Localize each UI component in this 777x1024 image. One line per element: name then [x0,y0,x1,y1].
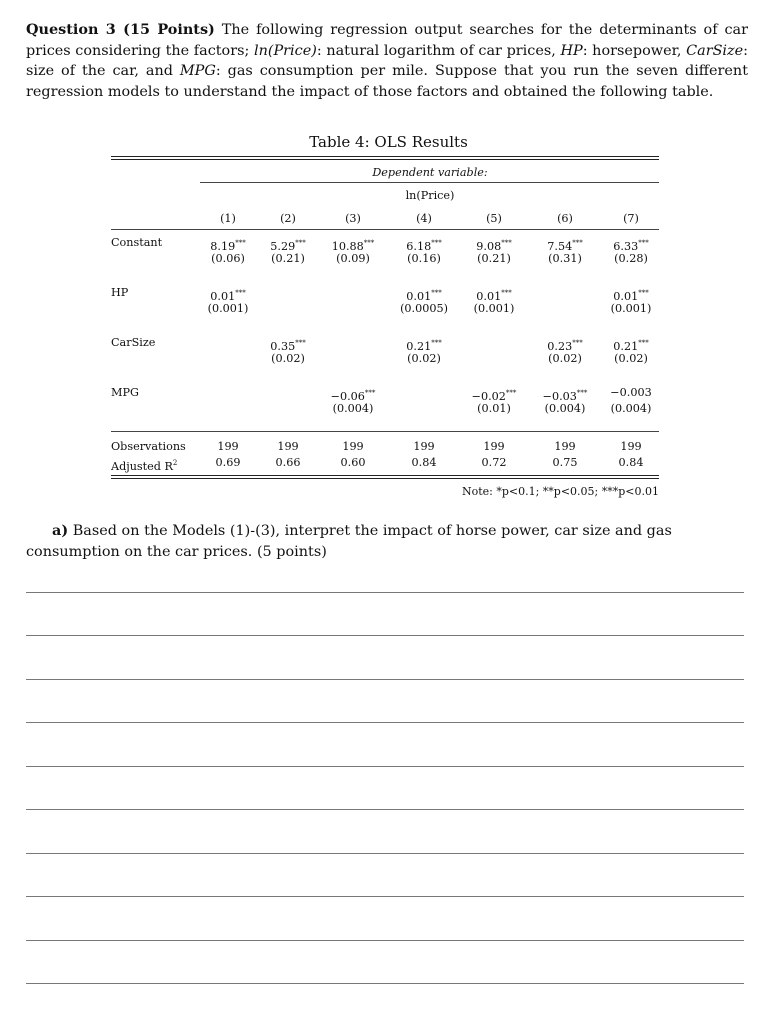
adjusted-r2-value: 0.69 [215,456,241,469]
coefficient-value: 5.29 [270,240,296,253]
model-header: (1) [220,212,236,225]
coefficient-value: 0.21 [613,340,639,353]
significance-stars: *** [295,339,306,347]
coefficient-value: 0.01 [406,290,432,303]
standard-error: (0.001) [473,302,515,315]
model-header: (4) [416,212,432,225]
adjusted-r2-value: 0.84 [618,456,644,469]
adjusted-r2-value: 0.72 [481,456,507,469]
standard-error: (0.02) [271,352,305,365]
significance-stars: *** [235,239,246,247]
standard-error: (0.004) [544,402,586,415]
observations-value: 199 [554,440,576,453]
answer-line [26,940,744,941]
standard-error: (0.28) [614,252,648,265]
answer-line [26,983,744,984]
r2-superscript: 2 [172,459,178,467]
coefficient-value: −0.003 [610,386,652,399]
table-top-rule-1 [111,156,659,157]
row-label: MPG [111,386,139,399]
significance-stars: *** [501,289,512,297]
standard-error: (0.06) [211,252,245,265]
standard-error: (0.001) [610,302,652,315]
significance-stars: *** [505,389,517,397]
coefficient-value: 10.88 [331,240,364,253]
adjusted-r2-value: 0.84 [411,456,437,469]
header-rule [111,229,659,230]
standard-error: (0.0005) [400,302,448,315]
standard-error: (0.21) [477,252,511,265]
significance-stars: *** [295,239,306,247]
coefficient-value: −0.02 [471,390,506,403]
observations-value: 199 [217,440,239,453]
dependent-variable-name: ln(Price) [405,189,455,202]
model-header: (7) [623,212,639,225]
significance-stars: *** [572,339,583,347]
significance-stars: *** [431,339,442,347]
coefficient-value: 0.01 [476,290,502,303]
significance-stars: *** [431,289,442,297]
standard-error: (0.31) [548,252,582,265]
observations-value: 199 [413,440,435,453]
adjusted-r2-label [111,456,177,474]
coefficient-value: 0.35 [270,340,296,353]
significance-stars: *** [363,239,375,247]
coefficient-value: 6.18 [406,240,432,253]
adjusted-r2-value: 0.60 [340,456,366,469]
standard-error: (0.02) [548,352,582,365]
table-caption: Table 4: OLS Results [309,133,468,151]
significance-stars: *** [576,389,588,397]
answer-line [26,722,744,723]
coefficient-value: 0.01 [613,290,639,303]
significance-stars: *** [431,239,442,247]
coefficient-value: 0.01 [210,290,236,303]
coefficient-value: 7.54 [547,240,573,253]
standard-error: (0.09) [336,252,370,265]
adjusted-r2-text: Adjusted R [111,460,173,473]
table-bottom-rule-1 [111,475,659,476]
answer-line [26,679,744,680]
significance-note: Note: *p<0.1; **p<0.05; ***p<0.01 [461,485,659,498]
significance-stars: *** [364,389,376,397]
observations-value: 199 [342,440,364,453]
significance-stars: *** [501,239,512,247]
table-bottom-rule-2 [111,478,659,479]
significance-stars: *** [638,339,649,347]
standard-error: (0.16) [407,252,441,265]
dependent-var-rule [200,182,659,183]
standard-error: (0.02) [614,352,648,365]
stats-rule [111,431,659,432]
adjusted-r2-value: 0.75 [552,456,578,469]
coefficient [610,386,651,400]
standard-error: (0.21) [271,252,305,265]
row-label: Constant [111,236,163,249]
standard-error: (0.004) [332,402,374,415]
table-top-rule-2 [111,159,659,160]
significance-stars: *** [235,289,246,297]
part-a-label: a) [52,522,69,539]
significance-stars: *** [572,239,583,247]
coefficient-value: 0.23 [547,340,573,353]
row-label: CarSize [111,336,156,349]
standard-error: (0.004) [610,402,652,415]
standard-error: (0.01) [477,402,511,415]
model-header: (3) [345,212,361,225]
observations-label: Observations [111,440,186,453]
coefficient-value: 8.19 [210,240,236,253]
part-a-question: a) Based on the Models (1)-(3), interpret the impact of horse power, car size and gas consumption on the car prices. (5 points) [26,522,672,560]
answer-line [26,853,744,854]
answer-line [26,635,744,636]
coefficient-value: −0.06 [330,390,365,403]
model-header: (5) [486,212,502,225]
answer-line [26,766,744,767]
coefficient-value: 9.08 [476,240,502,253]
row-label: HP [111,286,129,299]
model-header: (6) [557,212,573,225]
observations-value: 199 [483,440,505,453]
standard-error: (0.001) [207,302,249,315]
standard-error: (0.02) [407,352,441,365]
answer-line [26,592,744,593]
significance-stars: *** [638,289,649,297]
significance-stars: *** [638,239,649,247]
model-header: (2) [280,212,296,225]
answer-line [26,896,744,897]
question-intro: Question 3 (15 Points) The following regression output searches for the determinants of car prices considering the factors; ln(Price): natural logarithm of car prices, HP: horsepower, CarSize: size of the car, and MPG: gas consumption per mile. Suppose that you run the seven different regression models to understand the impact of those factors and obtained the following table. [26,21,748,100]
answer-line [26,809,744,810]
question-heading: Question 3 (15 Points) [26,21,215,38]
coefficient-value: 0.21 [406,340,432,353]
adjusted-r2-value: 0.66 [275,456,301,469]
dependent-variable-label: Dependent variable: [372,166,488,179]
coefficient-value: −0.03 [542,390,577,403]
coefficient-value: 6.33 [613,240,639,253]
observations-value: 199 [277,440,299,453]
observations-value: 199 [620,440,642,453]
